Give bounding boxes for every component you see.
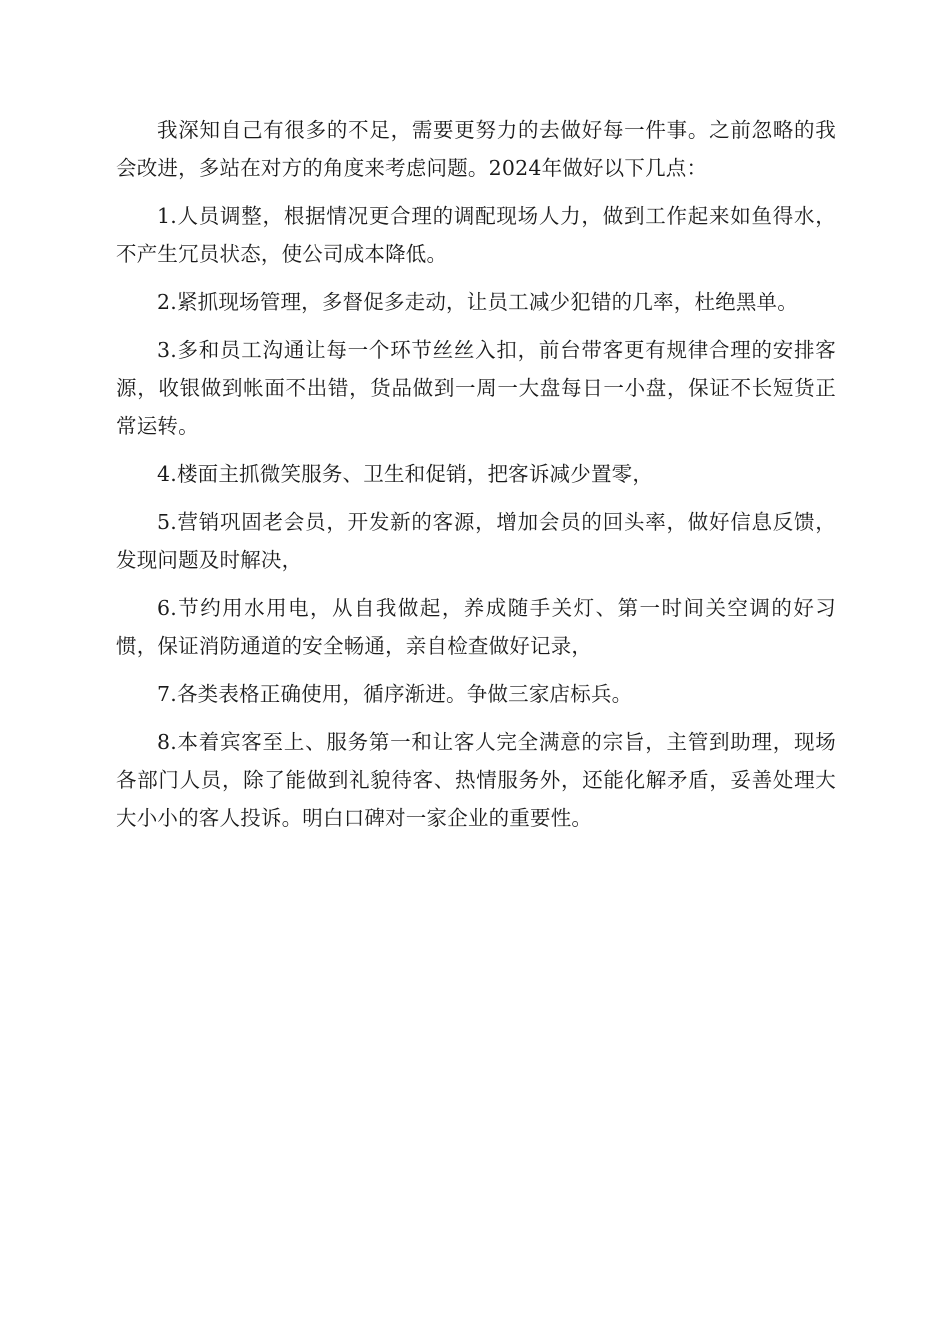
document-body	[116, 111, 836, 847]
list-item-8: 8.本着宾客至上、服务第一和让客人完全满意的宗旨，主管到助理，现场各部门人员，除了能做到礼貌待客、热情服务外，还能化解矛盾，妥善处理大大小小的客人投诉。明白口碑对一家企业的重要性。	[116, 730, 836, 830]
list-item-5: 5.营销巩固老会员，开发新的客源，增加会员的回头率，做好信息反馈，发现问题及时解决，	[116, 510, 836, 572]
list-item-6: 6.节约用水用电，从自我做起，养成随手关灯、第一时间关空调的好习惯，保证消防通道的安全畅通，亲自检查做好记录，	[116, 596, 836, 658]
list-item-2: 2.紧抓现场管理，多督促多走动，让员工减少犯错的几率，杜绝黑单。	[157, 290, 798, 314]
list-item-7: 7.各类表格正确使用，循序渐进。争做三家店标兵。	[157, 682, 633, 706]
intro-paragraph: 我深知自己有很多的不足，需要更努力的去做好每一件事。之前忽略的我会改进，多站在对方的角度来考虑问题。2024年做好以下几点：	[116, 118, 836, 180]
list-item-4: 4.楼面主抓微笑服务、卫生和促销，把客诉减少置零，	[157, 462, 654, 486]
list-item-1: 1.人员调整，根据情况更合理的调配现场人力，做到工作起来如鱼得水，不产生冗员状态，使公司成本降低。	[116, 204, 836, 266]
list-item-3: 3.多和员工沟通让每一个环节丝丝入扣，前台带客更有规律合理的安排客源，收银做到帐面不出错，货品做到一周一大盘每日一小盘，保证不长短货正常运转。	[116, 338, 836, 438]
